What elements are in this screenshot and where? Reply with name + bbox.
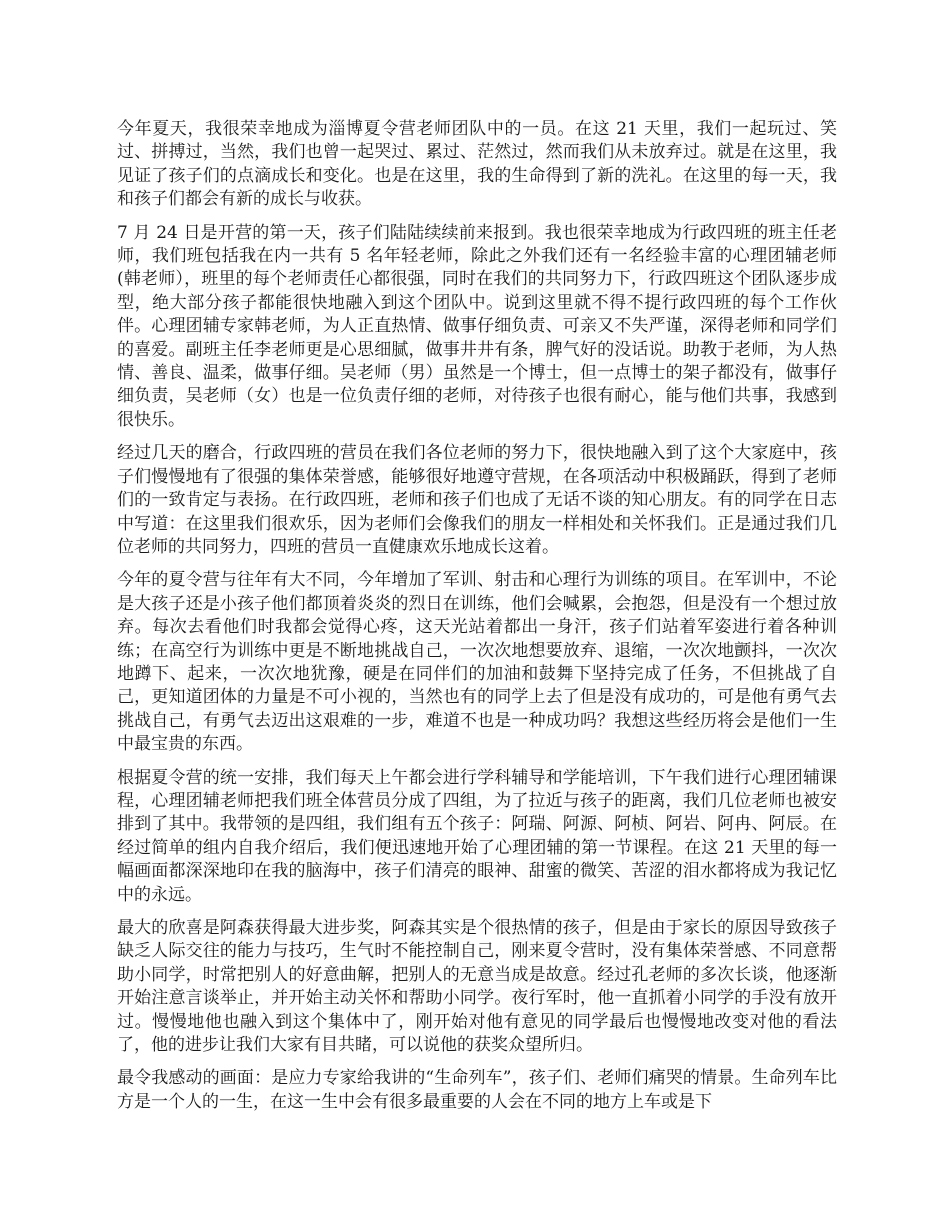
paragraph-opening-day: 7 月 24 日是开营的第一天，孩子们陆陆续续前来报到。我也很荣幸地成为行政四班的班主任老师，我们班包括我在内一共有 5 名年轻老师，除此之外我们还有一名经验丰富的心理团辅老师(韩老师），班里的每个老师责任心都很强，同时在我们的共同努力下，行政四班这个团队逐步成型，绝大部分孩子都能很快地融入到这个团队中。说到这里就不得不提行政四班的每个工作伙伴。心理团辅专家韩老师，为人正直热情、做事仔细负责、可亲又不失严谨，深得老师和同学们的喜爱。副班主任李老师更是心思细腻，做事井井有条，脾气好的没话说。助教于老师，为人热情、善良、温柔，做事仔细。吴老师（男）虽然是一个博士，但一点博士的架子都没有，做事仔细负责，吴老师（女）也是一位负责仔细的老师，对待孩子也很有耐心，能与他们共事，我感到很快乐。	[117, 222, 837, 430]
paragraph-group-counseling: 根据夏令营的统一安排，我们每天上午都会进行学科辅导和学能培训，下午我们进行心理团辅课程，心理团辅老师把我们班全体营员分成了四组，为了拉近与孩子的距离，我们几位老师也被安排到了其中。我带领的是四组，我们组有五个孩子：阿瑞、阿源、阿桢、阿岩、阿冉、阿辰。在经过简单的组内自我介绍后，我们便迅速地开始了心理团辅的第一节课程。在这 21 天里的每一幅画面都深深地印在我的脑海中，孩子们清亮的眼神、甜蜜的微笑、苦涩的泪水都将成为我记忆中的永远。	[117, 767, 837, 905]
paragraph-military-training: 今年的夏令营与往年有大不同，今年增加了军训、射击和心理行为训练的项目。在军训中，不论是大孩子还是小孩子他们都顶着炎炎的烈日在训练，他们会喊累，会抱怨，但是没有一个想过放弃。每次去看他们时我都会觉得心疼，这天光站着都出一身汗，孩子们站着军姿进行着各种训练；在高空行为训练中更是不断地挑战自己，一次次地想要放弃、退缩，一次次地颤抖，一次次地蹲下、起来，一次次地犹豫，硬是在同伴们的加油和鼓舞下坚持完成了任务，不但挑战了自己，更知道团体的力量是不可小视的，当然也有的同学上去了但是没有成功的，可是他有勇气去挑战自己，有勇气去迈出这艰难的一步，难道不也是一种成功吗？我想这些经历将会是他们一生中最宝贵的东西。	[117, 570, 837, 755]
paragraph-life-train: 最令我感动的画面：是应力专家给我讲的“生命列车”，孩子们、老师们痛哭的情景。生命列车比方是一个人的一生，在这一生中会有很多最重要的人会在不同的地方上车或是下	[117, 1068, 837, 1112]
document-body	[117, 118, 837, 1124]
paragraph-team-bonding: 经过几天的磨合，行政四班的营员在我们各位老师的努力下，很快地融入到了这个大家庭中，孩子们慢慢地有了很强的集体荣誉感，能够很好地遵守营规，在各项活动中积极踊跃，得到了老师们的一致肯定与表扬。在行政四班，老师和孩子们也成了无话不谈的知心朋友。有的同学在日志中写道：在这里我们很欢乐，因为老师们会像我们的朋友一样相处和关怀我们。正是通过我们几位老师的共同努力，四班的营员一直健康欢乐地成长这着。	[117, 443, 837, 557]
paragraph-progress-award: 最大的欣喜是阿森获得最大进步奖，阿森其实是个很热情的孩子，但是由于家长的原因导致孩子缺乏人际交往的能力与技巧，生气时不能控制自己，刚来夏令营时，没有集体荣誉感、不同意帮助小同学，时常把别人的好意曲解，把别人的无意当成是故意。经过孔老师的多次长谈，他逐渐开始注意言谈举止，并开始主动关怀和帮助小同学。夜行军时，他一直抓着小同学的手没有放开过。慢慢地他也融入到这个集体中了，刚开始对他有意见的同学最后也慢慢地改变对他的看法了，他的进步让我们大家有目共睹，可以说他的获奖众望所归。	[117, 918, 837, 1056]
paragraph-intro: 今年夏天，我很荣幸地成为淄博夏令营老师团队中的一员。在这 21 天里，我们一起玩过、笑过、拼搏过，当然，我们也曾一起哭过、累过、茫然过，然而我们从未放弃过。就是在这里，我见证了孩子们的点滴成长和变化。也是在这里，我的生命得到了新的洗礼。在这里的每一天，我和孩子们都会有新的成长与收获。	[117, 119, 837, 210]
